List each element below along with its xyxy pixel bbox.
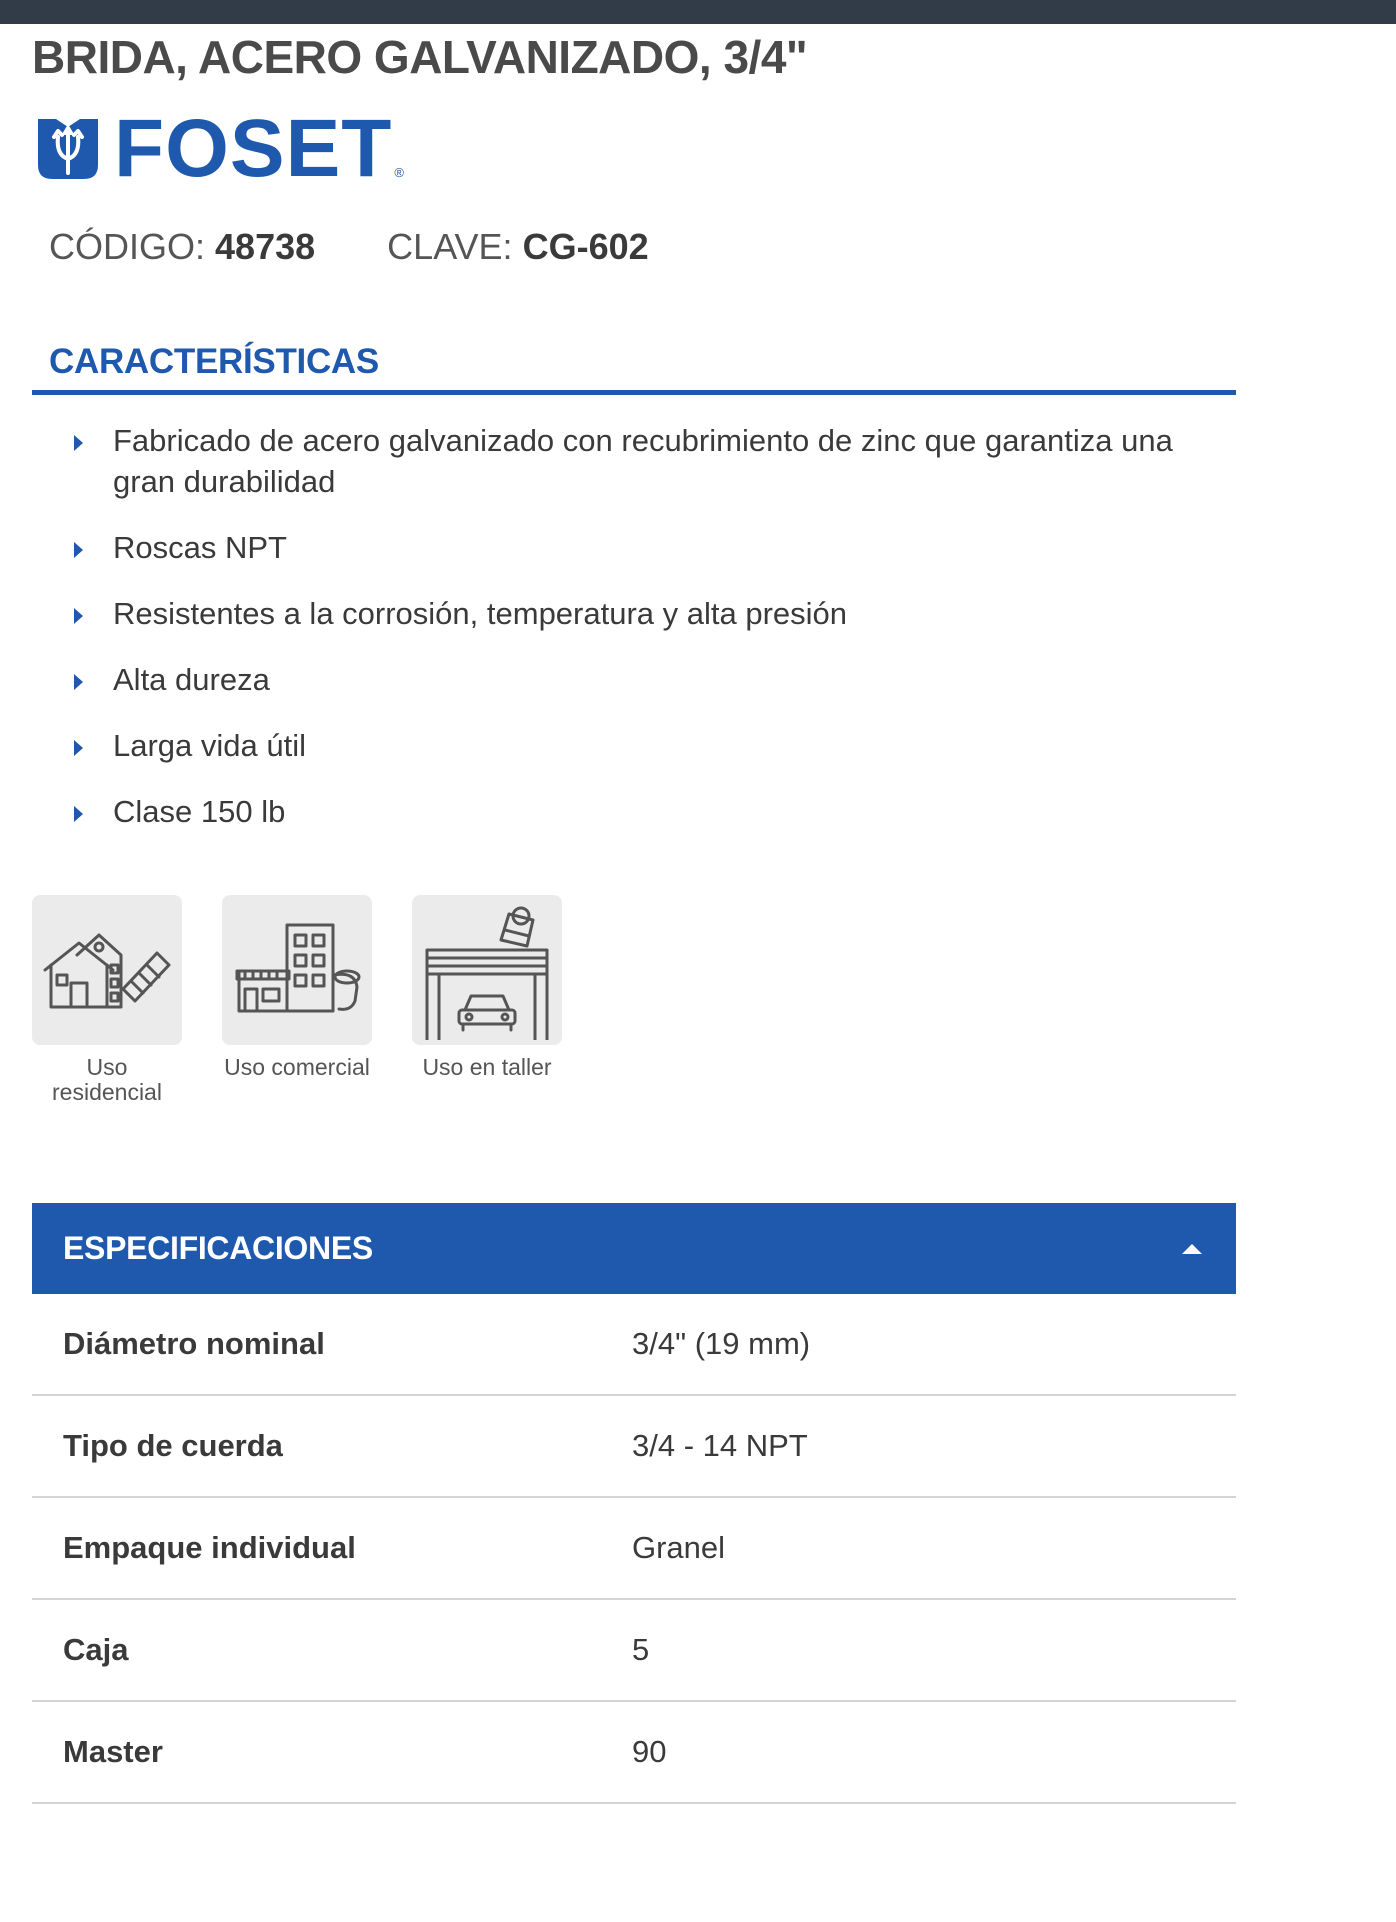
spec-row: [32, 1498, 1236, 1600]
spec-label: Tipo de cuerda: [63, 1428, 283, 1463]
feature-item: [32, 725, 1236, 766]
use-label: Uso comercial: [224, 1054, 370, 1080]
bullet-arrow-icon: [74, 740, 83, 756]
bullet-arrow-icon: [74, 608, 83, 624]
spec-row: [32, 1600, 1236, 1702]
feature-item: [32, 659, 1236, 700]
feature-text: Roscas NPT: [113, 530, 287, 565]
codigo-value: 48738: [215, 226, 316, 267]
feature-item: [32, 593, 1236, 634]
feature-text: Fabricado de acero galvanizado con recubrimiento de zinc que garantiza una gran durabilidad: [113, 423, 1173, 499]
bullet-arrow-icon: [74, 542, 83, 558]
residential-use-icon: [37, 915, 177, 1025]
spec-label: Master: [63, 1734, 163, 1769]
feature-text: Resistentes a la corrosión, temperatura y alta presión: [113, 596, 848, 631]
feature-item: [32, 527, 1236, 568]
specifications-toggle[interactable]: [32, 1203, 1236, 1294]
spec-label: Diámetro nominal: [63, 1326, 325, 1361]
caret-up-icon: [1182, 1244, 1202, 1254]
spec-value: 3/4 - 14 NPT: [632, 1428, 808, 1463]
bullet-arrow-icon: [74, 674, 83, 690]
product-codes: [49, 226, 649, 268]
use-icon-tile: [412, 895, 562, 1045]
spec-label: Caja: [63, 1632, 129, 1667]
trident-logo-icon: [32, 113, 104, 185]
clave-value: CG-602: [522, 226, 649, 267]
specifications-heading: ESPECIFICACIONES: [63, 1230, 373, 1266]
spec-label: Empaque individual: [63, 1530, 356, 1565]
use-workshop: [412, 895, 562, 1105]
feature-text: Larga vida útil: [113, 728, 307, 763]
spec-value: 3/4" (19 mm): [632, 1326, 811, 1361]
spec-value: Granel: [632, 1530, 726, 1565]
codigo-label: CÓDIGO:: [49, 226, 206, 267]
features-list: [32, 420, 1236, 857]
section-divider: [32, 390, 1236, 395]
caracteristicas-heading: CARACTERÍSTICAS: [49, 342, 379, 381]
use-label: Uso residencial: [52, 1054, 162, 1105]
product-title: BRIDA, ACERO GALVANIZADO, 3/4": [32, 31, 808, 83]
feature-item: [32, 420, 1236, 502]
top-bar: [0, 0, 1396, 24]
use-commercial: [222, 895, 372, 1105]
spec-row: [32, 1396, 1236, 1498]
spec-value: 5: [632, 1632, 650, 1667]
spec-row: [32, 1702, 1236, 1804]
bullet-arrow-icon: [74, 806, 83, 822]
workshop-use-icon: [417, 900, 557, 1040]
use-icon-tile: [32, 895, 182, 1045]
registered-mark: ®: [394, 165, 404, 180]
bullet-arrow-icon: [74, 435, 83, 451]
usage-icons: [32, 895, 602, 1105]
feature-text: Alta dureza: [113, 662, 270, 697]
spec-row: [32, 1294, 1236, 1396]
brand-logo: [32, 103, 404, 194]
use-icon-tile: [222, 895, 372, 1045]
specifications-panel: [32, 1203, 1236, 1804]
commercial-use-icon: [227, 915, 367, 1025]
feature-text: Clase 150 lb: [113, 794, 286, 829]
clave-label: CLAVE:: [387, 226, 513, 267]
brand-name: FOSET: [114, 103, 393, 194]
use-label: Uso en taller: [422, 1054, 552, 1080]
use-residential: [32, 895, 182, 1105]
feature-item: [32, 791, 1236, 832]
spec-value: 90: [632, 1734, 667, 1769]
